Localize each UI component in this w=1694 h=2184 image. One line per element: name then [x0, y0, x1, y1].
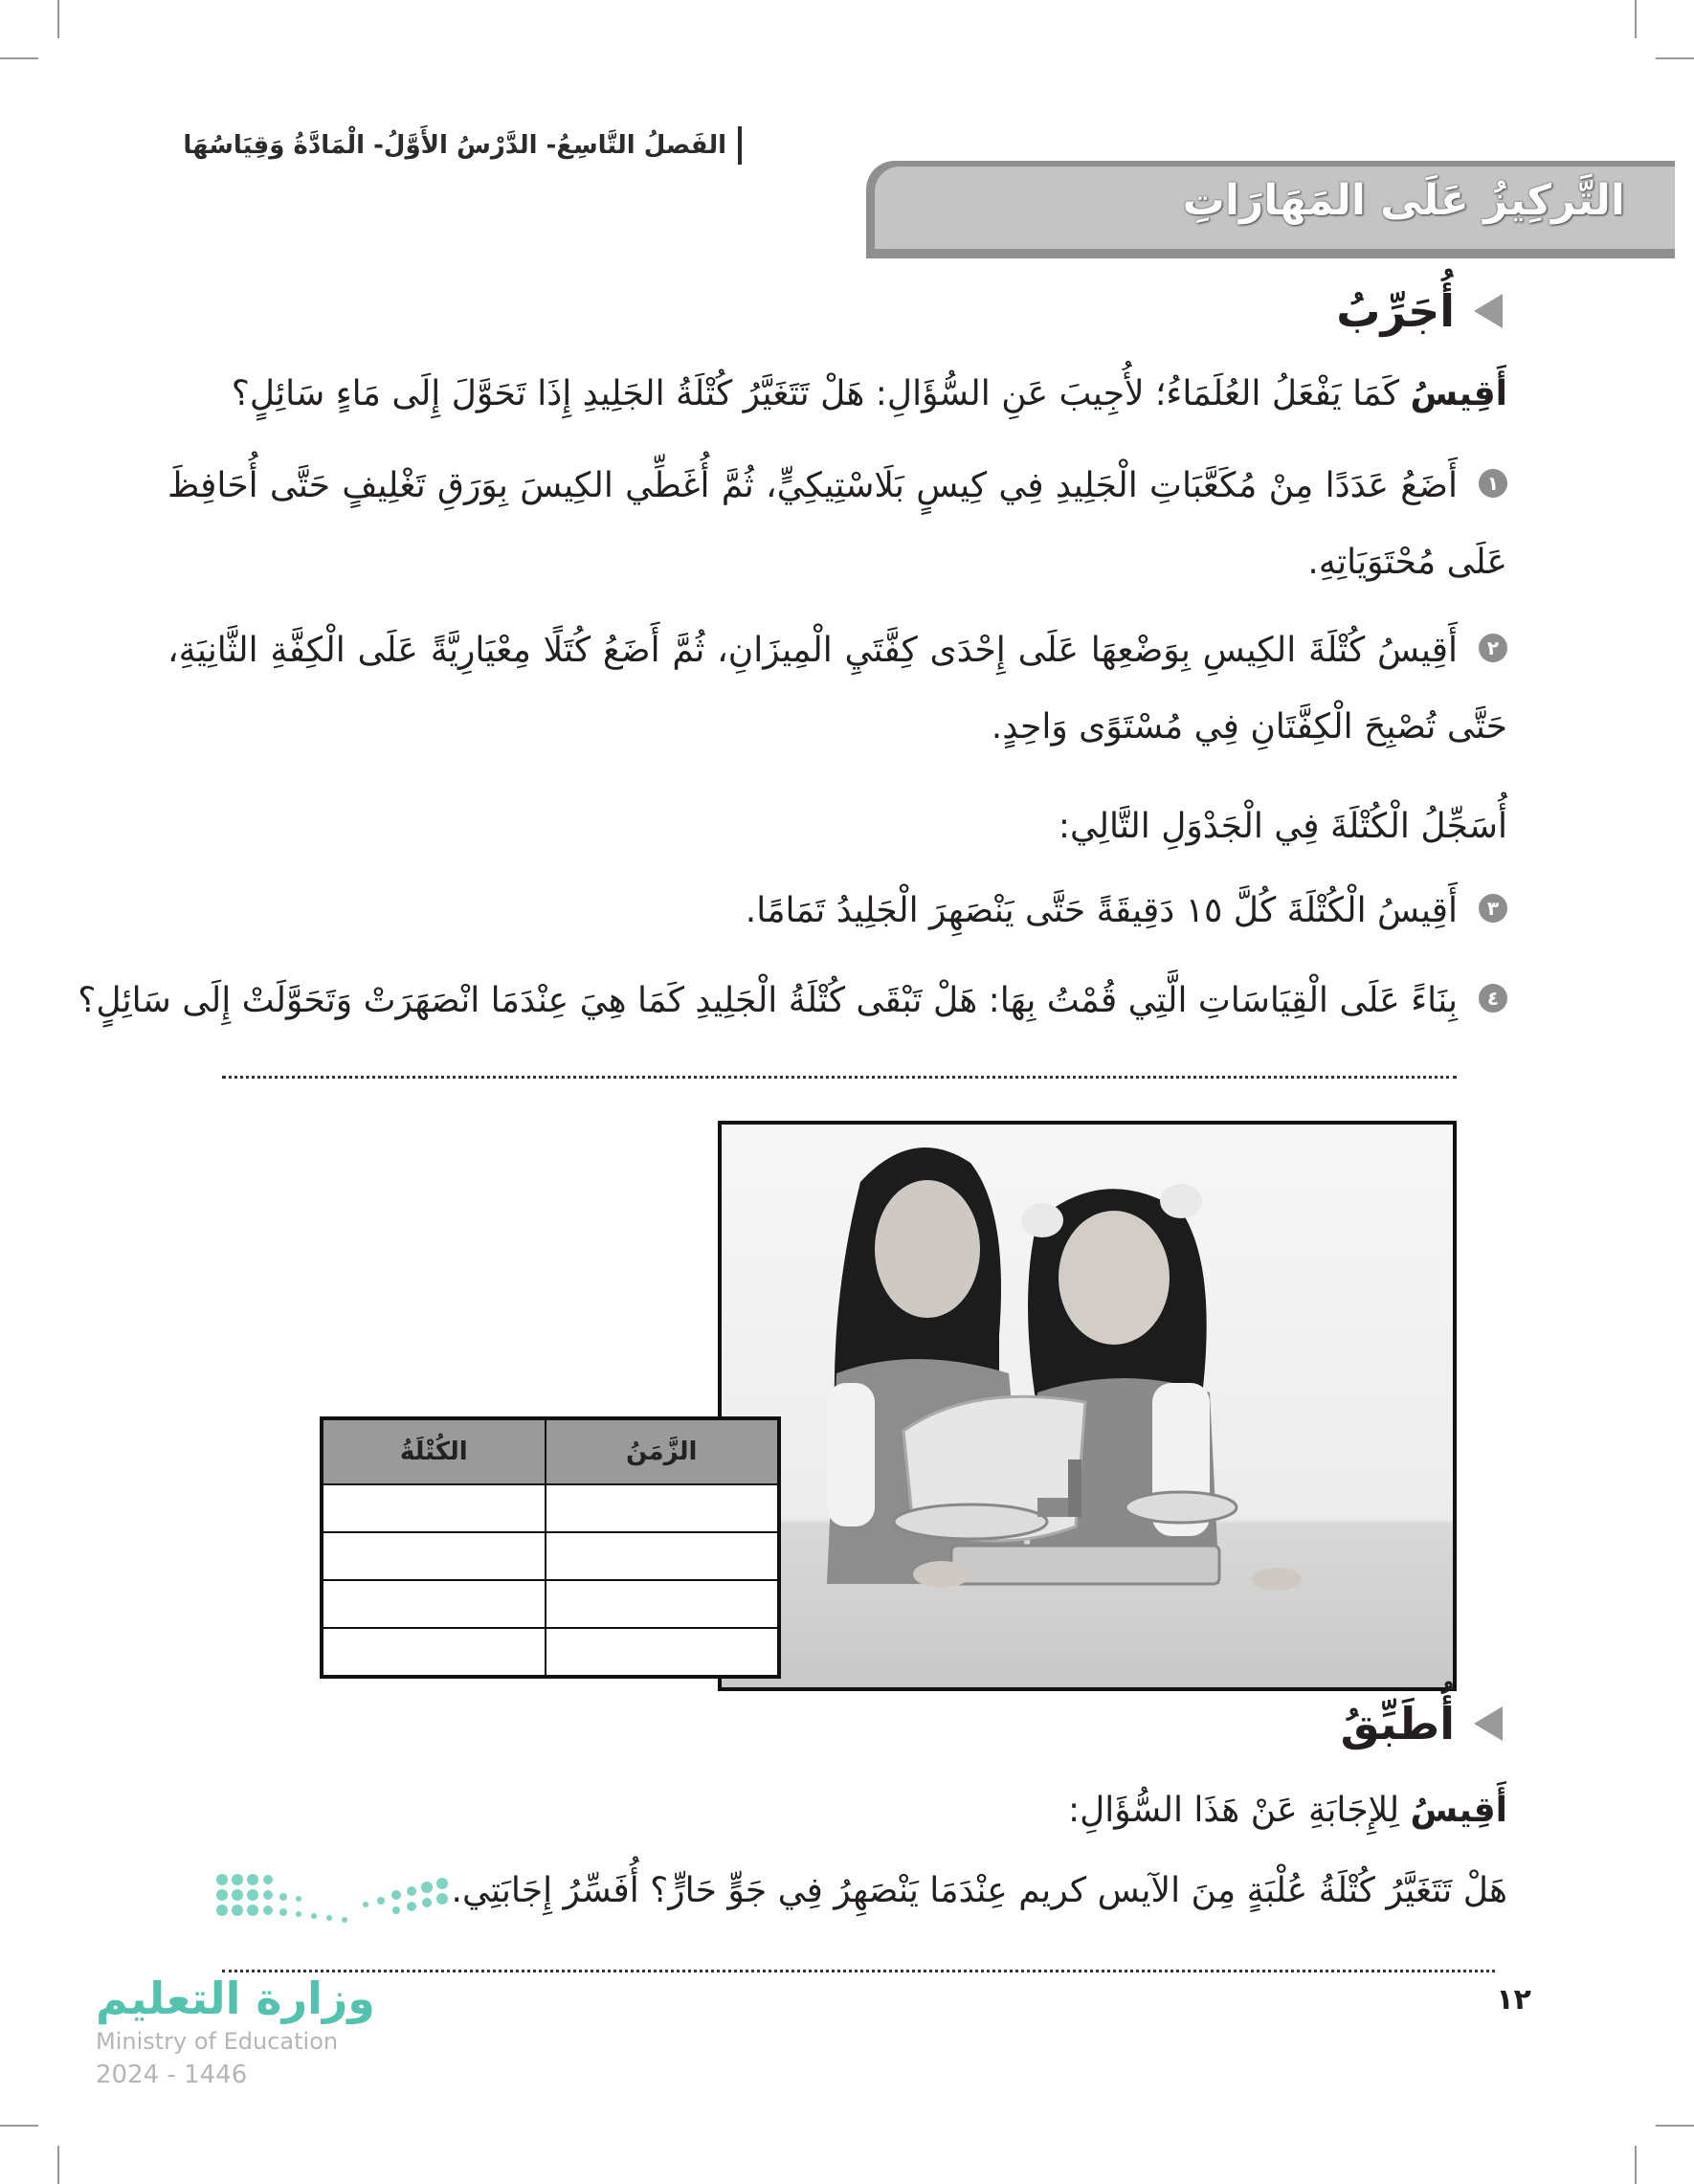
students-illustration: [722, 1125, 1453, 1687]
ministry-name-arabic: وزارة التعليم: [96, 1972, 375, 2024]
table-row: [322, 1580, 779, 1628]
apply-section-heading: [1341, 1698, 1503, 1749]
apply-question: هَلْ تَتَغَيَّرُ كُتْلَةُ عُلْبَةٍ مِنَ الآيس كريم عِنْدَمَا يَنْصَهِرُ فِي جَوٍّ حَارٍّ؟ أُفَسِّرُ إِجَابَتِي.: [451, 1871, 1507, 1910]
triangle-bullet-icon: [1474, 1706, 1503, 1741]
students-measuring-photo: [718, 1121, 1457, 1691]
step-number-badge: ٣: [1479, 894, 1507, 923]
crop-mark: [57, 0, 59, 38]
step-4: [78, 967, 1507, 1036]
table-row: [322, 1484, 779, 1532]
record-instruction: أُسَجِّلُ الْكُتْلَةَ فِي الْجَدْوَلِ التَّالِي:: [1058, 807, 1507, 846]
crop-mark: [1656, 2125, 1694, 2127]
crop-mark: [1656, 57, 1694, 59]
breadcrumb: الفَصلُ التَّاسِعُ- الدَّرْسُ الأَوَّلُ- الْمَادَّةُ وَقِيَاسُهَا: [183, 126, 742, 165]
ministry-name-english: Ministry of Education: [96, 2028, 339, 2055]
crop-mark: [1635, 0, 1637, 38]
step-number-badge: ٢: [1479, 634, 1507, 662]
apply-section-title: أُطَبِّقُ: [1340, 1698, 1455, 1749]
step-1: [167, 448, 1507, 601]
table-header-row: [322, 1418, 779, 1484]
table-cell-mass[interactable]: [322, 1532, 546, 1580]
crop-mark: [57, 2146, 59, 2184]
try-section-heading: [1336, 285, 1503, 337]
step-2: [167, 613, 1507, 766]
table-cell-mass[interactable]: [322, 1484, 546, 1532]
crop-mark: [0, 57, 38, 59]
skills-banner: [866, 161, 1675, 258]
try-intro: [232, 360, 1507, 429]
step-number-badge: ١: [1479, 469, 1507, 498]
step-text: أَقِيسُ الْكُتْلَةَ كُلَّ ١٥ دَقِيقَةً حَتَّى يَنْصَهِرَ الْجَلِيدُ تَمَامًا.: [745, 891, 1458, 930]
step-text: أَضَعُ عَدَدًا مِنْ مُكَعَّبَاتِ الْجَلِيدِ فِي كِيسٍ بَلَاسْتِيكِيٍّ، ثُمَّ أُغَطِّي الكِيسَ بِوَرَقِ تَغْلِيفٍ حَتَّى أُحَافِظَ عَلَى مُحْتَوَيَاتِهِ.: [167, 466, 1507, 582]
table-header-mass: الكُتْلَةُ: [322, 1418, 546, 1484]
triangle-bullet-icon: [1474, 294, 1503, 328]
table-cell-mass[interactable]: [322, 1628, 546, 1677]
table-cell-mass[interactable]: [322, 1580, 546, 1628]
answer-line[interactable]: [222, 1076, 1457, 1079]
step-text: أَقِيسُ كُتْلَةَ الكِيسِ بِوَضْعِهَا عَلَى إِحْدَى كِفَّتَيِ الْمِيزَانِ، ثُمَّ أَضَعُ كُتَلًا مِعْيَارِيَّةً عَلَى الْكِفَّةِ الثَّانِيَةِ، حَتَّى تُصْبِحَ الْكِفَّتَانِ فِي مُسْتَوًى وَاحِدٍ.: [167, 631, 1507, 747]
table-cell-time[interactable]: [546, 1628, 779, 1677]
step-number-badge: ٤: [1479, 984, 1507, 1013]
ministry-logo: [96, 1972, 375, 2092]
table-row: [322, 1532, 779, 1580]
try-intro-verb: أَقِيسُ: [1410, 374, 1507, 413]
step-text: بِنَاءً عَلَى الْقِيَاسَاتِ الَّتِي قُمْتُ بِهَا: هَلْ تَبْقَى كُتْلَةُ الْجَلِيدِ كَمَا هِيَ عِنْدَمَا انْصَهَرَتْ وَتَحَوَّلَتْ إِلَى سَائِلٍ؟: [78, 981, 1458, 1020]
page-number: ١٢: [1496, 1983, 1531, 2017]
table-cell-time[interactable]: [546, 1484, 779, 1532]
try-section-title: أُجَرِّبُ: [1336, 285, 1455, 337]
table-cell-time[interactable]: [546, 1580, 779, 1628]
table-row: [322, 1628, 779, 1677]
edition-year: 2024 - 1446: [96, 2061, 248, 2089]
apply-intro-text: لِلإِجَابَةِ عَنْ هَذَا السُّؤَالِ:: [1067, 1791, 1411, 1830]
ministry-dots-pattern: [212, 1866, 452, 1943]
step-3: [746, 877, 1507, 946]
try-intro-text: كَمَا يَفْعَلُ العُلَمَاءُ؛ لأُجِيبَ عَنِ السُّؤَالِ: هَلْ تَتَغَيَّرُ كُتْلَةُ الجَلِيدِ إِذَا تَحَوَّلَ إِلَى مَاءٍ سَائِلٍ؟: [231, 374, 1411, 413]
answer-line[interactable]: [222, 1970, 1495, 1972]
mass-time-table: [320, 1416, 781, 1679]
skills-banner-title: التَّركِيزُ عَلَى المَهَارَاتِ: [1182, 176, 1625, 225]
crop-mark: [0, 2125, 38, 2127]
table-header-time: الزَّمَنُ: [546, 1418, 779, 1484]
table-cell-time[interactable]: [546, 1532, 779, 1580]
apply-intro: [1068, 1776, 1507, 1845]
crop-mark: [1635, 2146, 1637, 2184]
apply-intro-verb: أَقِيسُ: [1410, 1791, 1507, 1830]
